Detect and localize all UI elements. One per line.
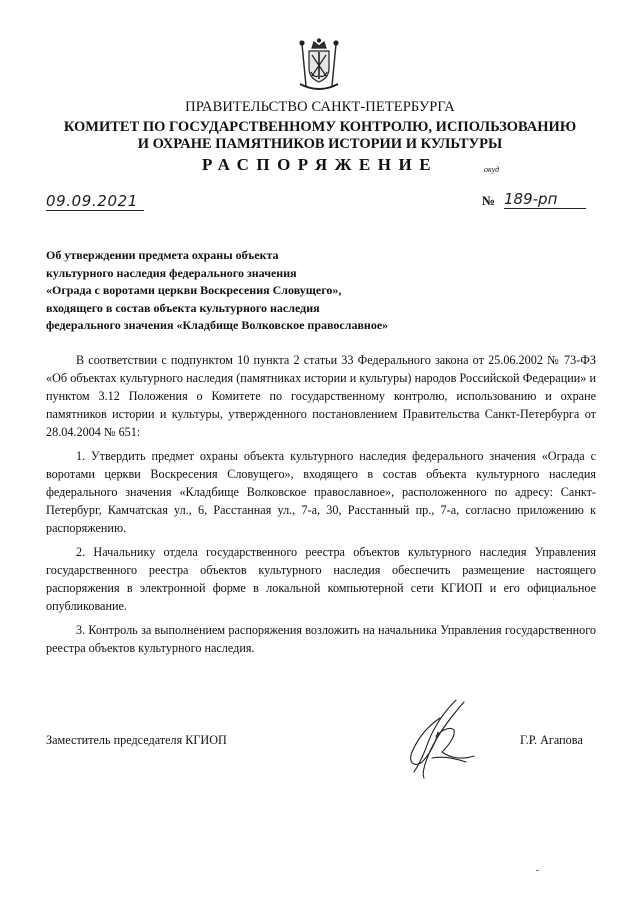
committee-line-2: И ОХРАНЕ ПАМЯТНИКОВ ИСТОРИИ И КУЛЬТУРЫ bbox=[137, 136, 503, 152]
number-value: 189-рп bbox=[504, 190, 586, 209]
subject-line: «Ограда с воротами церкви Воскресения Словущего», bbox=[46, 283, 342, 298]
subject-line: входящего в состав объекта культурного наследия bbox=[46, 300, 320, 315]
subject-line: Об утверждении предмета охраны объекта bbox=[46, 248, 279, 262]
item-3-paragraph: 3. Контроль за выполнением распоряжения возложить на начальника Управления государственного реестра объектов культурного наследия. bbox=[46, 623, 596, 656]
number-sign: № bbox=[482, 193, 496, 208]
st-petersburg-coat-of-arms-icon bbox=[294, 38, 344, 94]
signatory-name: Г.Р. Агапова bbox=[520, 733, 583, 747]
preamble-paragraph: В соответствии с подпунктом 10 пункта 2 статьи 33 Федерального закона от 25.06.2002 № 73-ФЗ «Об объектах культурного наследия (памятниках истории и культуры) народов Российской Федерации» и пунктом 3.12 Положения о Комитете по государственному контролю, использованию и охране памятников истории и культуры, утвержденного постановлением Правительства Санкт-Петербурга от 28.04.2004 № 651: bbox=[46, 353, 596, 439]
subject-line: федерального значения «Кладбище Волковское православное» bbox=[46, 318, 389, 333]
scan-speck bbox=[536, 870, 539, 871]
government-name: ПРАВИТЕЛЬСТВО САНКТ-ПЕТЕРБУРГА bbox=[185, 99, 455, 115]
signatory-role: Заместитель председателя КГИОП bbox=[46, 733, 227, 747]
document-number bbox=[480, 190, 588, 212]
subject-line: культурного наследия федерального значения bbox=[46, 265, 297, 280]
okud-label: окуд bbox=[484, 165, 500, 174]
document-date: 09.09.2021 bbox=[46, 192, 144, 211]
order-body bbox=[46, 352, 596, 665]
handwritten-signature-icon bbox=[392, 696, 488, 782]
committee-name bbox=[0, 119, 640, 153]
item-2-paragraph: 2. Начальнику отдела государственного реестра объектов культурного наследия Управления государственного реестра объектов культурного наследия обеспечить размещение настоящего распоряжения в электронной форме в локальной компьютерной сети КГИОП и его официальное опубликование. bbox=[46, 545, 596, 613]
order-subject bbox=[46, 247, 426, 335]
item-1-paragraph: 1. Утвердить предмет охраны объекта культурного наследия федерального значения «Ограда с воротами церкви Воскресения Словущего», входящего в состав объекта культурного наследия федерального значения «Кладбище Волковское православное», расположенного по адресу: Санкт-Петербург, Камчатская ул., 6, Расстанная ул., 7-а, 30, Расстанный пр., 7-а, согласно приложению к распоряжению. bbox=[46, 449, 596, 535]
committee-line-1: КОМИТЕТ ПО ГОСУДАРСТВЕННОМУ КОНТРОЛЮ, ИСПОЛЬЗОВАНИЮ bbox=[63, 119, 577, 135]
document-type-title: РАСПОРЯЖЕНИЕ bbox=[201, 155, 439, 174]
